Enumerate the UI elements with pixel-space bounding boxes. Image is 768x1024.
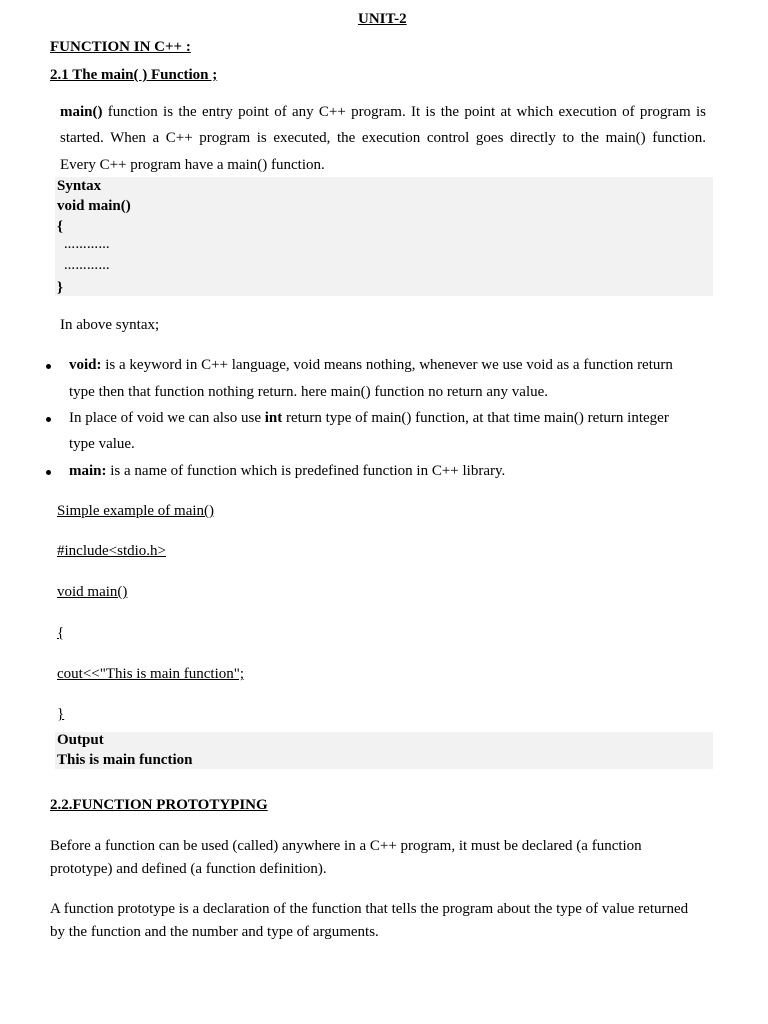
intro-line-2: started. When a C++ program is executed, the execution control goes directly to the main() function.	[60, 130, 706, 146]
syntax-label: Syntax	[57, 178, 102, 194]
bullet-2-pre: In place of void we can also use	[69, 410, 265, 426]
bullet-2-keyword: int	[264, 410, 283, 426]
function-heading: FUNCTION IN C++ :	[50, 39, 191, 55]
bullet-3-line-1	[69, 463, 505, 480]
in-above-syntax: In above syntax;	[60, 317, 160, 333]
syntax-ellipsis-2: …………	[64, 260, 110, 272]
intro-line-3: Every C++ program have a main() function.	[60, 157, 325, 173]
syntax-open-brace: {	[57, 219, 63, 235]
example-void-main: void main()	[57, 584, 128, 600]
intro-line-1	[60, 104, 706, 121]
bullet-1-line-2: type then that function nothing return. here main() function no return any value.	[69, 384, 549, 400]
bullet-2-line-1	[69, 410, 669, 427]
proto-para-2-line-2: by the function and the number and type of arguments.	[50, 924, 379, 940]
bullet-1-line-1	[69, 357, 673, 374]
bullet-3-text: is a name of function which is predefined function in C++ library.	[106, 463, 506, 479]
example-open-brace: {	[57, 625, 65, 641]
syntax-void-main: void main()	[57, 198, 131, 214]
proto-para-1-line-2: prototype) and defined (a function definition).	[50, 861, 327, 877]
bullet-2-text: return type of main() function, at that time main() return integer	[282, 410, 669, 426]
example-title: Simple example of main()	[57, 503, 215, 519]
syntax-box	[55, 177, 713, 296]
prototyping-heading: 2.2.FUNCTION PROTOTYPING	[50, 797, 268, 813]
output-label: Output	[57, 732, 104, 748]
proto-para-1-line-1: Before a function can be used (called) anywhere in a C++ program, it must be declared (a function	[50, 838, 642, 854]
bullet-1-text: is a keyword in C++ language, void means nothing, whenever we use void as a function return	[101, 357, 673, 373]
bullet-3-keyword: main:	[69, 463, 107, 479]
bullet-dot-3	[46, 470, 51, 475]
main-function-heading: 2.1 The main( ) Function ;	[50, 67, 218, 83]
bullet-1-keyword: void:	[69, 357, 102, 373]
bullet-dot-1	[46, 364, 51, 369]
intro-line-1-text: function is the entry point of any C++ program. It is the point at which execution of program is	[102, 104, 706, 120]
intro-main-keyword: main()	[60, 104, 103, 120]
example-cout: cout<<"This is main function";	[57, 666, 245, 682]
page-title: UNIT-2	[358, 11, 407, 27]
example-include: #include<stdio.h>	[57, 543, 166, 559]
proto-para-2-line-1: A function prototype is a declaration of the function that tells the program about the type of value returned	[50, 901, 689, 917]
output-text: This is main function	[57, 752, 193, 768]
syntax-close-brace: }	[57, 280, 63, 296]
example-close-brace: }	[57, 706, 65, 722]
bullet-dot-2	[46, 417, 51, 422]
syntax-ellipsis-1: …………	[64, 239, 110, 251]
bullet-2-line-2: type value.	[69, 436, 135, 452]
